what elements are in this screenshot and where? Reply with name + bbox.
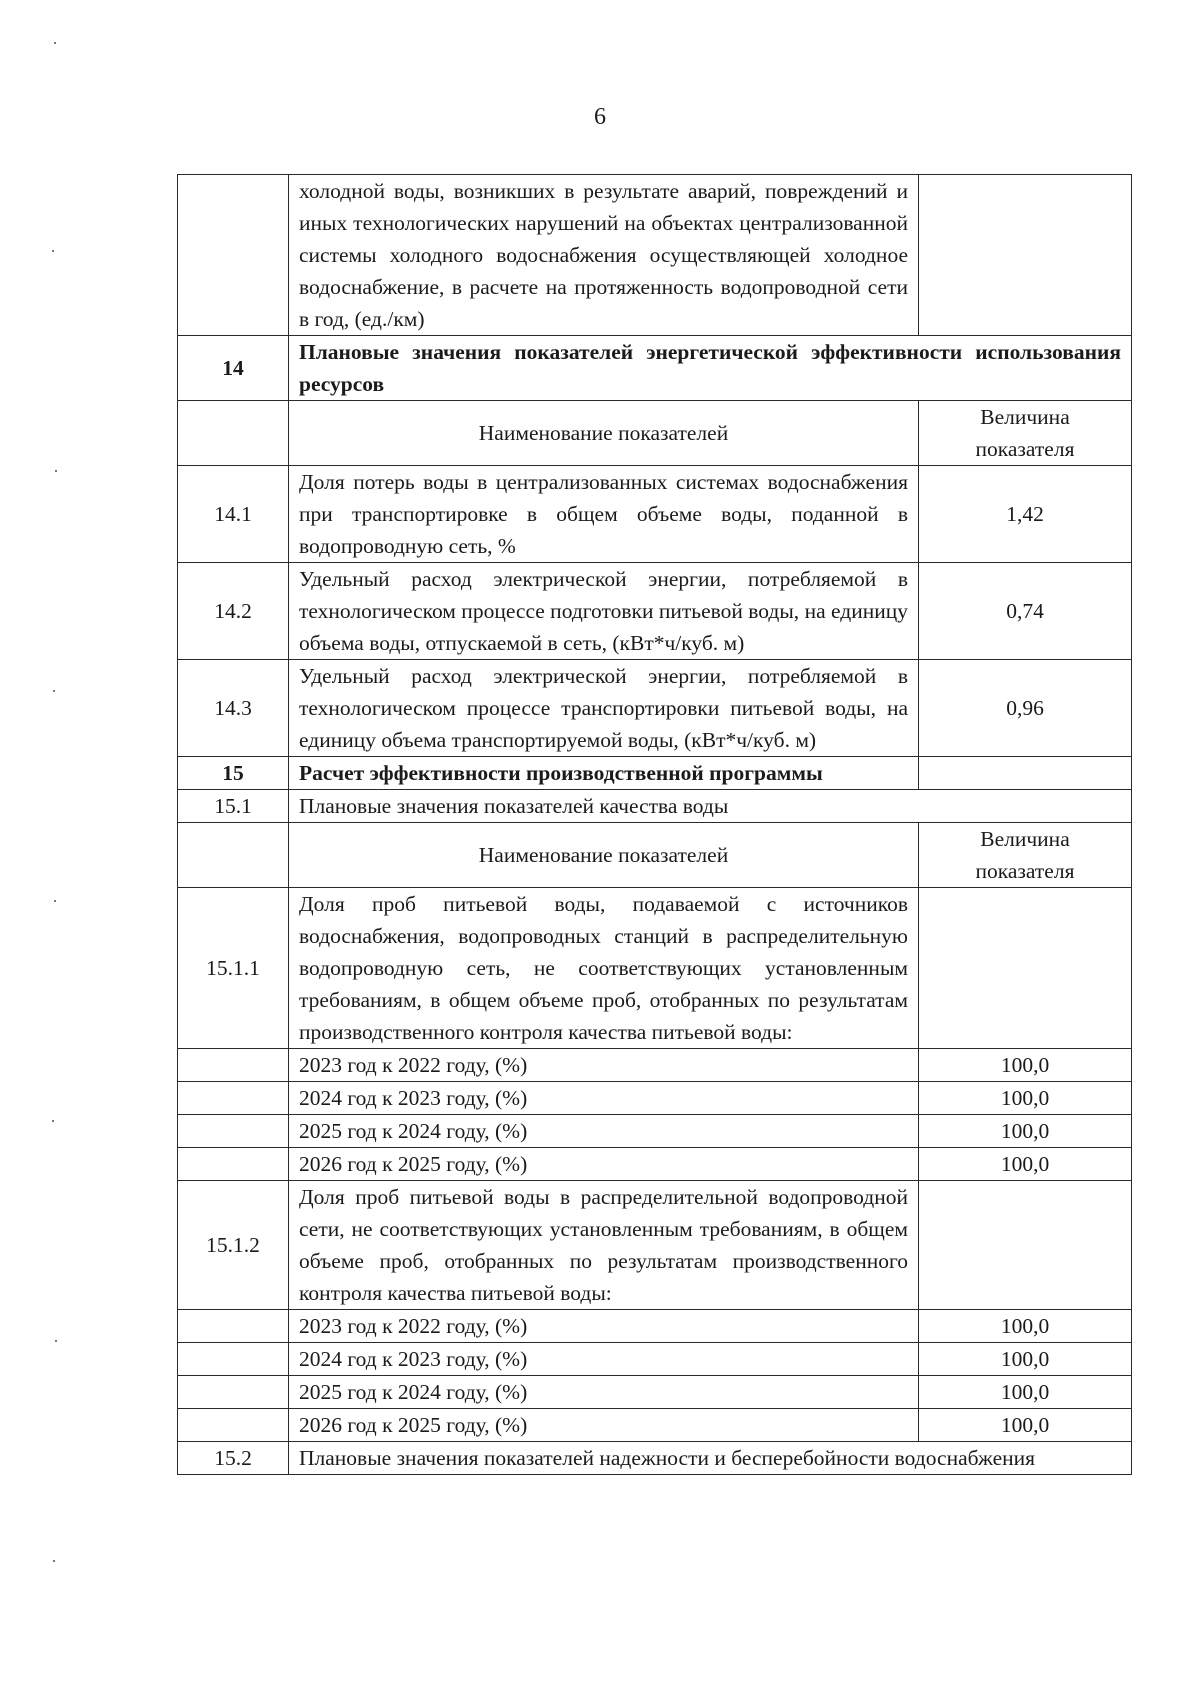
year-value: 100,0 <box>919 1343 1132 1376</box>
year-value: 100,0 <box>919 1409 1132 1442</box>
scan-artifact <box>55 470 57 472</box>
row-value: 0,96 <box>919 660 1132 757</box>
year-label: 2025 год к 2024 году, (%) <box>289 1376 919 1409</box>
table-row <box>178 1181 1132 1310</box>
row-value <box>919 888 1132 1049</box>
scan-artifact <box>54 900 56 902</box>
header-empty-cell <box>178 823 289 888</box>
section-title: Плановые значения показателей качества воды <box>289 790 1132 823</box>
table-row <box>178 175 1132 336</box>
page-number: 6 <box>594 104 606 130</box>
header-empty-cell <box>178 401 289 466</box>
section-title: Плановые значения показателей надежности и бесперебойности водоснабжения <box>289 1442 1132 1475</box>
year-row <box>178 1082 1132 1115</box>
year-row <box>178 1343 1132 1376</box>
year-value: 100,0 <box>919 1148 1132 1181</box>
row-value: 1,42 <box>919 466 1132 563</box>
column-header-name: Наименование показателей <box>289 823 919 888</box>
row-value <box>919 175 1132 336</box>
row-number: 14.3 <box>178 660 289 757</box>
table-row <box>178 888 1132 1049</box>
subsection-header <box>178 1442 1132 1475</box>
year-label: 2023 год к 2022 году, (%) <box>289 1049 919 1082</box>
year-label: 2025 год к 2024 году, (%) <box>289 1115 919 1148</box>
row-description: Доля потерь воды в централизованных системах водоснабжения при транспортировке в общем объеме воды, поданной в водопроводную сеть, % <box>289 466 919 563</box>
section-header <box>178 336 1132 401</box>
scan-artifact <box>55 1340 57 1342</box>
section-number: 14 <box>178 336 289 401</box>
column-header-row <box>178 401 1132 466</box>
row-number <box>178 175 289 336</box>
year-value: 100,0 <box>919 1310 1132 1343</box>
year-value: 100,0 <box>919 1049 1132 1082</box>
section-title: Плановые значения показателей энергетической эффективности использования ресурсов <box>289 336 1132 401</box>
row-value <box>919 1181 1132 1310</box>
row-value: 0,74 <box>919 563 1132 660</box>
table-row <box>178 466 1132 563</box>
year-value: 100,0 <box>919 1115 1132 1148</box>
year-label: 2023 год к 2022 году, (%) <box>289 1310 919 1343</box>
row-value <box>919 757 1132 790</box>
row-description: Доля проб питьевой воды, подаваемой с источников водоснабжения, водопроводных станций в распределительную водопроводную сеть, не соответствующих установленным требованиям, в общем объеме проб, отобранных по результатам производственного контроля качества питьевой воды: <box>289 888 919 1049</box>
year-row <box>178 1409 1132 1442</box>
row-number: 15.1.1 <box>178 888 289 1049</box>
year-label: 2024 год к 2023 году, (%) <box>289 1082 919 1115</box>
scan-artifact <box>54 42 56 44</box>
row-number: 15.1.2 <box>178 1181 289 1310</box>
scan-artifact <box>52 1120 54 1122</box>
year-row <box>178 1049 1132 1082</box>
column-header-name: Наименование показателей <box>289 401 919 466</box>
table-row <box>178 563 1132 660</box>
subsection-header <box>178 790 1132 823</box>
row-number: 14.2 <box>178 563 289 660</box>
row-description: холодной воды, возникших в результате аварий, повреждений и иных технологических нарушений на объектах централизованной системы холодного водоснабжения осуществляющей холодное водоснабжение, в расчете на протяженность водопроводной сети в год, (ед./км) <box>289 175 919 336</box>
section-number: 15.2 <box>178 1442 289 1475</box>
column-header-value: Величина показателя <box>919 823 1132 888</box>
row-number: 14.1 <box>178 466 289 563</box>
scan-artifact <box>53 1560 55 1562</box>
year-value: 100,0 <box>919 1082 1132 1115</box>
year-label: 2024 год к 2023 году, (%) <box>289 1343 919 1376</box>
year-label: 2026 год к 2025 году, (%) <box>289 1148 919 1181</box>
year-row <box>178 1376 1132 1409</box>
scan-artifact <box>52 250 54 252</box>
table-row <box>178 660 1132 757</box>
section-number: 15 <box>178 757 289 790</box>
year-label: 2026 год к 2025 году, (%) <box>289 1409 919 1442</box>
section-number: 15.1 <box>178 790 289 823</box>
column-header-value: Величина показателя <box>919 401 1132 466</box>
year-row <box>178 1115 1132 1148</box>
section-title: Расчет эффективности производственной программы <box>289 757 919 790</box>
year-row <box>178 1148 1132 1181</box>
indicators-table <box>177 174 1132 1475</box>
year-row <box>178 1310 1132 1343</box>
row-description: Доля проб питьевой воды в распределительной водопроводной сети, не соответствующих установленным требованиям, в общем объеме проб, отобранных по результатам производственного контроля качества питьевой воды: <box>289 1181 919 1310</box>
section-header <box>178 757 1132 790</box>
row-description: Удельный расход электрической энергии, потребляемой в технологическом процессе транспортировки питьевой воды, на единицу объема транспортируемой воды, (кВт*ч/куб. м) <box>289 660 919 757</box>
scan-artifact <box>53 690 55 692</box>
row-description: Удельный расход электрической энергии, потребляемой в технологическом процессе подготовки питьевой воды, на единицу объема воды, отпускаемой в сеть, (кВт*ч/куб. м) <box>289 563 919 660</box>
year-value: 100,0 <box>919 1376 1132 1409</box>
column-header-row <box>178 823 1132 888</box>
